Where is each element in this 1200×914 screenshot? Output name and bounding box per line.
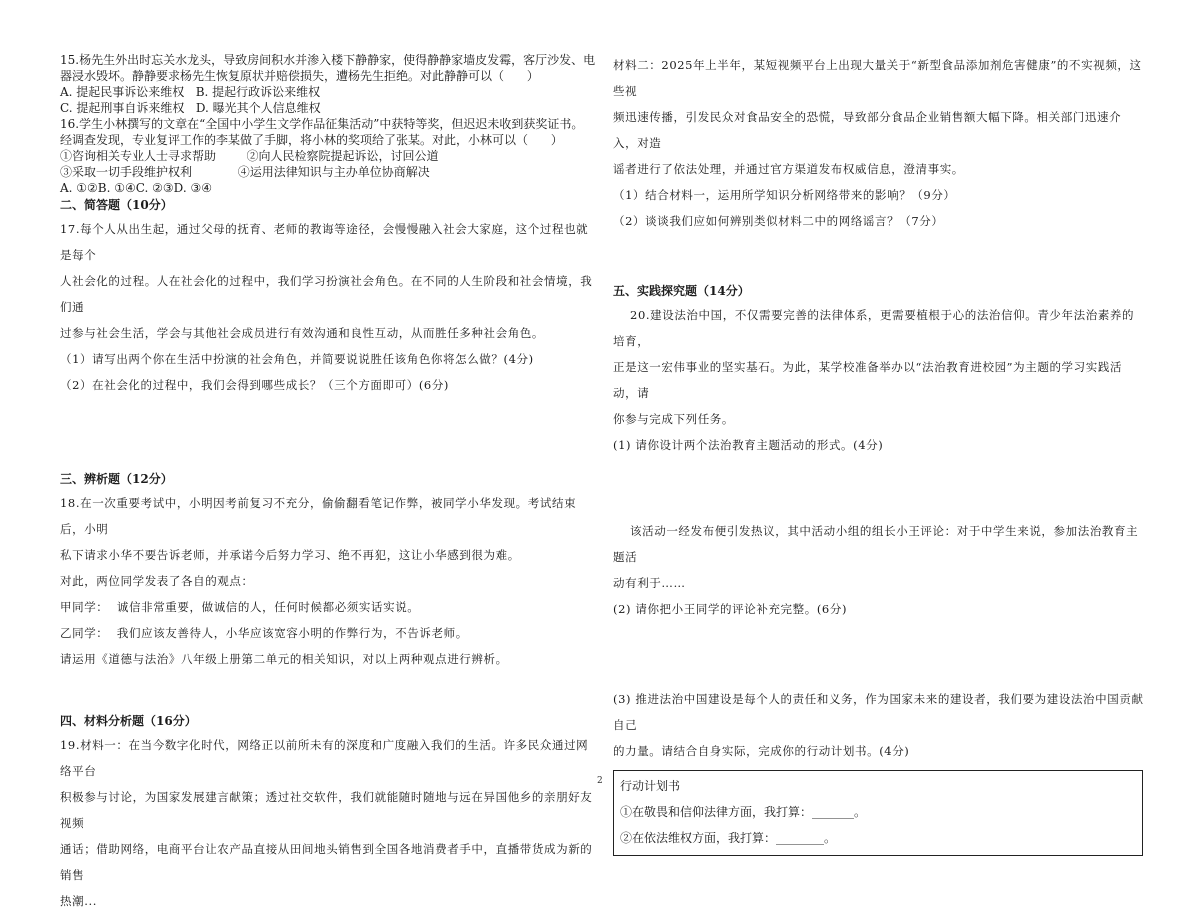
question-20-part-3 [613, 686, 1145, 764]
question-20-part-2 [613, 518, 1145, 622]
section-heading-analysis: 三、辨析题（12分） [60, 472, 173, 486]
question-19-material-2 [613, 52, 1145, 234]
q20-sub-2: (2) 请你把小王同学的评论补充完整。(6分) [613, 602, 848, 616]
q18-line: 私下请求小华不要告诉老师，并承诺今后努力学习、绝不再犯，这让小华感到很为难。 [60, 548, 520, 562]
question-17 [60, 216, 598, 398]
q16-line: 16.学生小林撰写的文章在“全国中小学生文学作品征集活动”中获特等奖，但迟迟未收到获奖证书。 [60, 117, 584, 131]
action-plan-row-1: ①在敬畏和信仰法律方面，我打算：_______。 [620, 805, 867, 819]
q17-sub-2: （2）在社会化的过程中，我们会得到哪些成长？（三个方面即可）(6分) [60, 378, 450, 392]
section-heading-material: 四、材料分析题（16分） [60, 714, 197, 728]
q19-sub-2: （2）谈谈我们应如何辨别类似材料二中的网络谣言？（7分） [613, 214, 944, 228]
q18-line: 18.在一次重要考试中，小明因考前复习不充分，偷偷翻看笔记作弊，被同学小华发现。考试结束后，小明 [60, 496, 577, 536]
q19-line: 通话；借助网络，电商平台让农产品直接从田间地头销售到全国各地消费者手中，直播带货成为新的销售 [60, 842, 593, 882]
q16-line: 经调查发现，专业复评工作的李某做了手脚，将小林的奖项给了张某。对此，小林可以（ ） [60, 133, 563, 147]
q19-line: 积极参与讨论，为国家发展建言献策；透过社交软件，我们就能随时随地与远在异国他乡的亲朋好友视频 [60, 790, 593, 830]
question-19 [60, 732, 598, 914]
q15-line: 15.杨先生外出时忘关水龙头，导致房间积水并渗入楼下静静家，使得静静家墙皮发霉，客厅沙发、电 [60, 53, 596, 67]
q20-line: 你参与完成下列任务。 [613, 412, 734, 426]
q19-line: 热潮... [60, 894, 97, 908]
left-column [60, 52, 598, 914]
q17-line: 人社会化的过程。人在社会化的过程中，我们学习扮演社会角色。在不同的人生阶段和社会情境，我们通 [60, 274, 593, 314]
q20-2-line: 该活动一经发布便引发热议，其中活动小组的组长小王评论：对于中学生来说，参加法治教育主题活 [613, 524, 1139, 564]
q19-sub-1: （1）结合材料一，运用所学知识分析网络带来的影响？（9分） [613, 188, 956, 202]
q20-sub-1: (1) 请你设计两个法治教育主题活动的形式。(4分) [613, 438, 884, 452]
question-16 [60, 116, 598, 196]
q16-option: ①咨询相关专业人士寻求帮助 ②向人民检察院提起诉讼，讨回公道 [60, 149, 439, 163]
material2-line: 频迅速传播，引发民众对食品安全的恐慌，导致部分食品企业销售额大幅下降。相关部门迅速介入，对造 [613, 110, 1122, 150]
q17-line: 过参与社会生活，学会与其他社会成员进行有效沟通和良性互动，从而胜任多种社会角色。 [60, 326, 544, 340]
q17-sub-1: （1）请写出两个你在生活中扮演的社会角色，并简要说说胜任该角色你将怎么做？(4分) [60, 352, 534, 366]
q19-line: 19.材料一：在当今数字化时代，网络正以前所未有的深度和广度融入我们的生活。许多民众通过网络平台 [60, 738, 589, 778]
q17-line: 17.每个人从出生起，通过父母的抚育、老师的教诲等途径，会慢慢融入社会大家庭，这个过程也就是每个 [60, 222, 589, 262]
q15-line: 器浸水毁坏。静静要求杨先生恢复原状并赔偿损失，遭杨先生拒绝。对此静静可以（ ） [60, 69, 539, 83]
action-plan-box [613, 770, 1143, 856]
question-20 [613, 302, 1145, 458]
right-column [613, 52, 1145, 856]
q20-line: 20.建设法治中国，不仅需要完善的法律体系，更需要植根于心的法治信仰。青少年法治素养的培育， [613, 308, 1135, 348]
q18-view-b: 乙同学： 我们应该友善待人，小华应该宽容小明的作弊行为，不告诉老师。 [60, 626, 468, 640]
q18-task: 请运用《道德与法治》八年级上册第二单元的相关知识，对以上两种观点进行辨析。 [60, 652, 508, 666]
q16-option: ③采取一切手段维护权利 ④运用法律知识与主办单位协商解决 [60, 165, 430, 179]
section-heading-short-answer: 二、简答题（10分） [60, 198, 173, 212]
q20-2-line: 动有利于…… [613, 576, 686, 590]
material2-line: 谣者进行了依法处理，并通过官方渠道发布权威信息，澄清事实。 [613, 162, 964, 176]
q20-3-line: (3) 推进法治中国建设是每个人的责任和义务，作为国家未来的建设者，我们要为建设法治中国贡献自己 [613, 692, 1144, 732]
page-number: 2 [597, 776, 603, 786]
question-15 [60, 52, 598, 116]
section-heading-practice: 五、实践探究题（14分） [613, 284, 750, 298]
question-18 [60, 490, 598, 672]
q15-option: A. 提起民事诉讼来维权 B. 提起行政诉讼来维权 [60, 85, 321, 99]
action-plan-row-2: ②在依法维权方面，我打算：________。 [620, 831, 837, 845]
q18-view-a: 甲同学： 诚信非常重要，做诚信的人，任何时候都必须实话实说。 [60, 600, 420, 614]
q15-option: C. 提起刑事自诉来维权 D. 曝光其个人信息维权 [60, 101, 321, 115]
material2-line: 材料二：2025年上半年，某短视频平台上出现大量关于“新型食品添加剂危害健康”的不实视频，这些视 [613, 58, 1142, 98]
q20-3-line: 的力量。请结合自身实际，完成你的行动计划书。(4分) [613, 744, 910, 758]
q20-line: 正是这一宏伟事业的坚实基石。为此，某学校准备举办以“法治教育进校园”为主题的学习实践活动，请 [613, 360, 1123, 400]
action-plan-title: 行动计划书 [620, 779, 681, 793]
q18-line: 对此，两位同学发表了各自的观点： [60, 574, 254, 588]
q16-choices: A. ①②B. ①④C. ②③D. ③④ [60, 181, 213, 195]
